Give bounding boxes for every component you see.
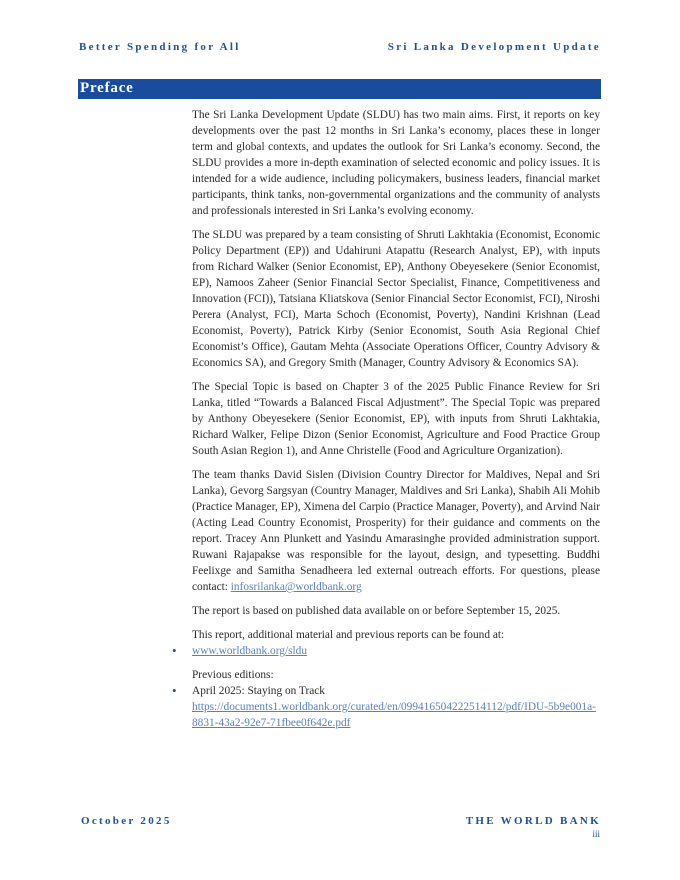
footer-publisher: THE WORLD BANK [465, 815, 601, 827]
paragraph-aims: The Sri Lanka Development Update (SLDU) has two main aims. First, it reports on key developments over the past 12 months in Sri Lanka’s economy, places these in longer term and global contexts, and updates the outlook for Sri Lanka’s economy. Second, the SLDU provides a more in-depth examination of selected economic and policy issues. It is intended for a wide audience, including policymakers, business leaders, financial market participants, think tanks, non-governmental organizations and the community of analysts and professionals interested in Sri Lanka’s evolving economy. [192, 109, 600, 217]
preface-body [172, 107, 600, 739]
list-item [172, 683, 600, 731]
paragraph-resources: This report, additional material and previous reports can be found at: [192, 629, 505, 641]
page-number: iii [592, 829, 600, 839]
resources-list [172, 643, 600, 659]
previous-edition-link[interactable]: https://documents1.worldbank.org/curated/en/099416504222514112/pdf/IDU-5b9e001a-8831-43a2-92e7-71fbee0f642e.pdf [192, 701, 596, 729]
contact-email-link[interactable]: infosrilanka@worldbank.org [230, 581, 362, 593]
bullet-icon: • [172, 683, 177, 698]
previous-edition-label: April 2025: Staying on Track [192, 685, 325, 697]
paragraph-team: The SLDU was prepared by a team consisting of Shruti Lakhtakia (Economist, Economic Policy Department (EP)) and Udahiruni Atapattu (Research Analyst, EP), with inputs from Richard Walker (Senior Economist, EP), Anthony Obeyesekere (Senior Economist, EP), Namoos Zaheer (Senior Financial Sector Specialist, Finance, Competitiveness and Innovation (FCI)), Tatsiana Kliatskova (Senior Financial Sector Economist, FCI), Niroshi Perera (Analyst, FCI), Marta Schoch (Economist, Poverty), Nandini Krishnan (Lead Economist, Poverty), Patrick Kirby (Senior Economist, South Asia Regional Chief Economist’s Office), Gautam Mehta (Associate Operations Officer, Country Advisory & Economics SA), and Gregory Smith (Manager, Country Advisory & Economics SA). [192, 229, 600, 369]
previous-editions-list [172, 683, 600, 731]
running-header-left: Better Spending for All [79, 41, 241, 53]
footer-date: October 2025 [81, 815, 172, 827]
paragraph-acknowledgements [192, 467, 600, 595]
previous-editions-heading: Previous editions: [192, 669, 274, 681]
paragraph-special-topic: The Special Topic is based on Chapter 3 of the 2025 Public Finance Review for Sri Lanka, titled “Towards a Balanced Fiscal Adjustment”. The Special Topic was prepared by Anthony Obeyesekere (Senior Economist, EP), with inputs from Shruti Lakhtakia, Richard Walker, Felipe Dizon (Senior Economist, Agriculture and Food Practice Group South Asian Region 1), and Anne Christelle (Food and Agriculture Organization). [192, 381, 600, 457]
sldu-site-link[interactable]: www.worldbank.org/sldu [192, 645, 308, 657]
bullet-icon: • [172, 643, 177, 658]
acknowledgements-text: The team thanks David Sislen (Division Country Director for Maldives, Nepal and Sri Lanka), Gevorg Sargsyan (Country Manager, Maldives and Sri Lanka), Shabih Ali Mohib (Practice Manager, EP), Ximena del Carpio (Practice Manager, Poverty), and Arvind Nair (Acting Lead Country Economist, Prosperity) for their guidance and comments on the report. Tracey Ann Plunkett and Yasindu Amarasinghe provided administration support. Ruwani Rajapakse was responsible for the layout, design, and typesetting. Buddhi Feelixge and Samitha Senadheera led external outreach efforts. For questions, please contact: [192, 469, 600, 593]
section-title: Preface [80, 80, 134, 96]
list-item [172, 643, 600, 659]
section-title-bar [78, 79, 601, 99]
paragraph-data-cutoff: The report is based on published data available on or before September 15, 2025. [192, 605, 561, 617]
running-header-right: Sri Lanka Development Update [387, 41, 601, 53]
